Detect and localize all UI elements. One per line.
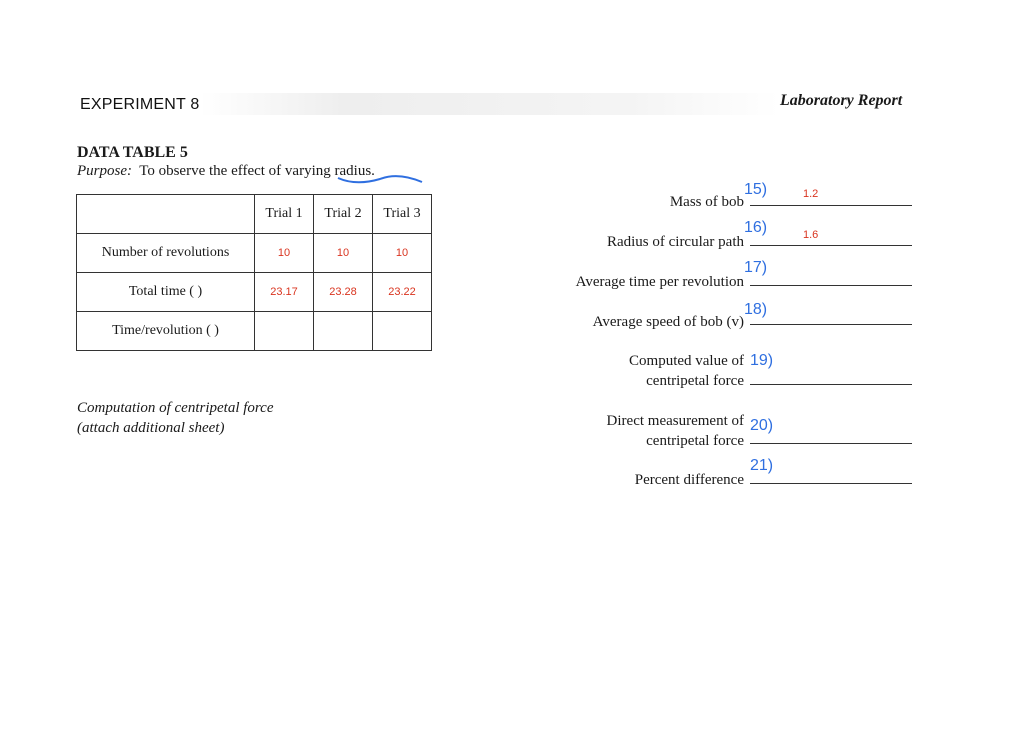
result-label-computed-line1: Computed value of: [629, 353, 744, 369]
table-header-cell: Trial 3: [373, 195, 432, 234]
purpose-line: [77, 163, 375, 180]
table-cell[interactable]: [314, 312, 373, 351]
result-label-avg-time: Average time per revolution: [575, 274, 744, 290]
result-label-direct-line2: centripetal force: [646, 433, 744, 449]
table-header-cell: Trial 1: [255, 195, 314, 234]
experiment-title: EXPERIMENT 8: [80, 96, 200, 113]
result-label-mass: Mass of bob: [669, 194, 744, 210]
table-row: [77, 312, 432, 351]
answer-line: [750, 245, 912, 246]
result-label-percent: Percent difference: [634, 472, 744, 488]
result-number: 20): [750, 417, 774, 434]
data-table-title: DATA TABLE 5: [77, 144, 188, 161]
answer-line: [750, 205, 912, 206]
header-band: [200, 93, 780, 115]
table-cell[interactable]: [373, 312, 432, 351]
answer-line: [750, 384, 912, 385]
table-cell[interactable]: [255, 312, 314, 351]
table-cell[interactable]: 10: [314, 234, 373, 273]
report-title: Laboratory Report: [780, 92, 903, 109]
table-header-cell: Trial 2: [314, 195, 373, 234]
answer-line: [750, 483, 912, 484]
result-label-avg-speed: Average speed of bob (v): [592, 314, 744, 330]
table-header-cell: [77, 195, 255, 234]
answer-line: [750, 285, 912, 286]
purpose-label: Purpose:: [77, 163, 132, 179]
table-row: [77, 273, 432, 312]
answer-line: [750, 443, 912, 444]
table-cell[interactable]: 10: [373, 234, 432, 273]
result-number: 19): [750, 352, 774, 369]
computation-line-2: (attach additional sheet): [77, 420, 225, 436]
row-label: Total time ( ): [77, 273, 255, 312]
result-label-direct: [540, 411, 744, 451]
purpose-text: To observe the effect of varying radius.: [139, 163, 375, 179]
result-value-mass[interactable]: 1.2: [803, 188, 819, 200]
row-label: Number of revolutions: [77, 234, 255, 273]
table-cell[interactable]: 23.28: [314, 273, 373, 312]
result-number: 15): [744, 181, 768, 198]
result-number: 17): [744, 259, 768, 276]
table-cell[interactable]: 23.22: [373, 273, 432, 312]
table-cell[interactable]: 10: [255, 234, 314, 273]
result-number: 18): [744, 301, 768, 318]
result-label-direct-line1: Direct measurement of: [606, 413, 744, 429]
computation-note: [77, 398, 274, 438]
result-value-radius[interactable]: 1.6: [803, 229, 819, 241]
result-number: 21): [750, 457, 774, 474]
table-row: [77, 234, 432, 273]
table-cell[interactable]: 23.17: [255, 273, 314, 312]
computation-line-1: Computation of centripetal force: [77, 400, 274, 416]
result-label-computed-line2: centripetal force: [646, 373, 744, 389]
underline-swoosh-annotation: [336, 172, 426, 186]
result-number: 16): [744, 219, 768, 236]
result-label-radius: Radius of circular path: [606, 234, 744, 250]
row-label: Time/revolution ( ): [77, 312, 255, 351]
result-label-computed: [560, 351, 744, 391]
answer-line: [750, 324, 912, 325]
data-table: [76, 194, 432, 351]
table-header-row: [77, 195, 432, 234]
